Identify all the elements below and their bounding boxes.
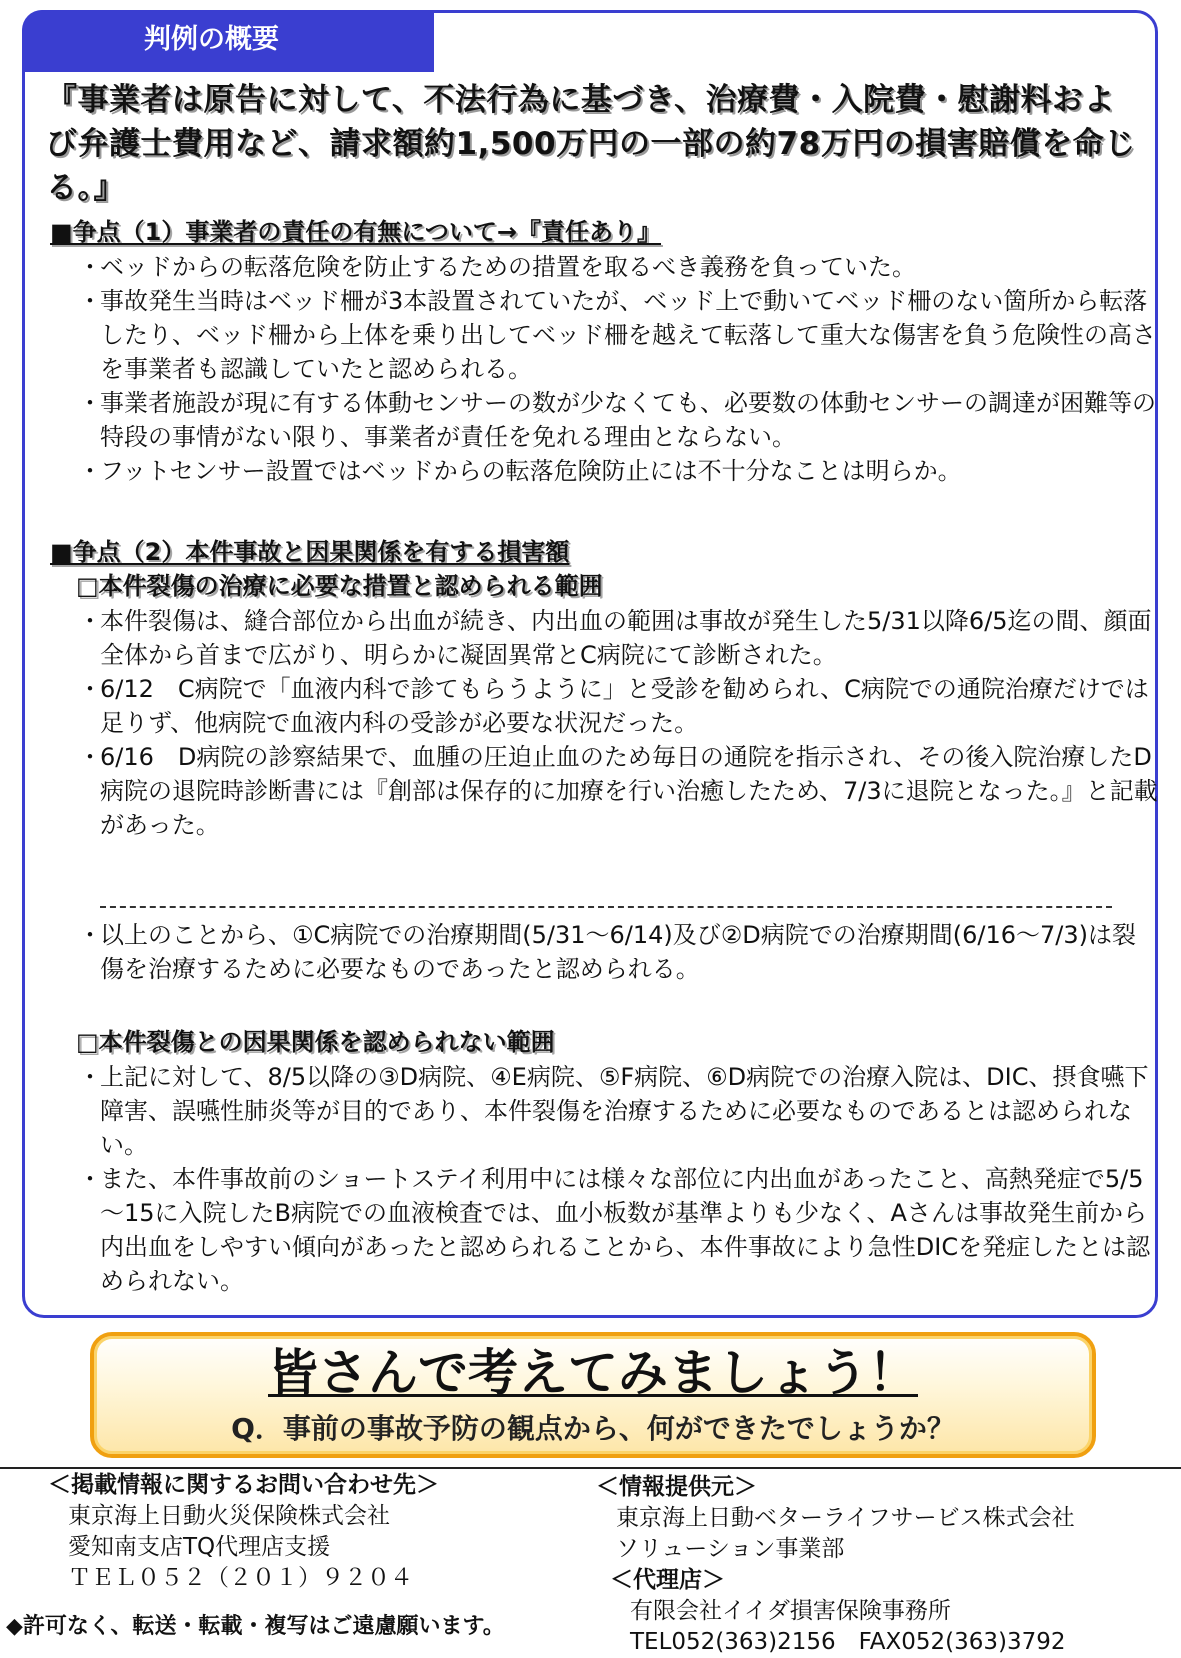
list-item: ・ 事業者施設が現に有する体動センサーの数が少なくても、必要数の体動センサーの調達が困難等の特段の事情がない限り、事業者が責任を免れる理由とならない。 bbox=[78, 389, 1156, 451]
agent-heading: ＜代理店＞ bbox=[610, 1567, 725, 1593]
contact-phone: ＴＥＬ０５２（２０１）９２０４ bbox=[68, 1565, 413, 1591]
agent-line: 有限会社イイダ損害保険事務所 bbox=[630, 1598, 951, 1624]
list-item: ・ 6/12 C病院で「血液内科で診てもらうように」と受診を勧められ、C病院での通院治療だけでは足りず、他病院で血液内科の受診が必要な状況だった。 bbox=[78, 675, 1149, 737]
list-item: ・ 本件裂傷は、縫合部位から出血が続き、内出血の範囲は事故が発生した5/31以降6/5迄の間、顔面全体から首まで広がり、明らかに凝固異常とC病院にて診断された。 bbox=[78, 607, 1152, 669]
list-item: ・ フットセンサー設置ではベッドからの転落危険防止には不十分なことは明らか。 bbox=[78, 457, 962, 485]
judgment-headline: 『事業者は原告に対して、不法行為に基づき、治療費・入院費・慰謝料および弁護士費用など、請求額約1,500万円の一部の約78万円の損害賠償を命じる。』 bbox=[46, 82, 1136, 206]
list-item: ・ 上記に対して、8/5以降の③D病院、④E病院、⑤F病院、⑥D病院での治療入院は、DIC、摂食嚥下障害、誤嚥性肺炎等が目的であり、本件裂傷を治療するために必要なものであるとは認められない。 bbox=[78, 1063, 1149, 1159]
provider-line: ソリューション事業部 bbox=[616, 1536, 845, 1562]
sub-issue-1-conclusion bbox=[78, 918, 1158, 986]
agent-phone: TEL052(363)2156 FAX052(363)3792 bbox=[630, 1629, 1066, 1655]
sub-issue-1-bullets bbox=[78, 604, 1158, 842]
callout-question: Q．事前の事故予防の観点から、何ができたでしょうか？ bbox=[231, 1412, 955, 1445]
issue-2-title: ■争点（2）本件事故と因果関係を有する損害額 bbox=[50, 538, 570, 566]
contact-heading: ＜掲載情報に関するお問い合わせ先＞ bbox=[48, 1472, 439, 1498]
provider-block bbox=[596, 1472, 1075, 1658]
provider-heading: ＜情報提供元＞ bbox=[596, 1474, 757, 1500]
section-tab: 判例の概要 bbox=[22, 10, 434, 72]
sub-issue-1-title: □本件裂傷の治療に必要な措置と認められる範囲 bbox=[76, 572, 603, 600]
list-item: ・ 6/16 D病院の診察結果で、血腫の圧迫止血のため毎日の通院を指示され、その後入院治療したD病院の退院時診断書には『創部は保存的に加療を行い治癒したため、7/3に退院となった。』と記載があった。 bbox=[78, 743, 1158, 839]
sub-issue-2-title: □本件裂傷との因果関係を認められない範囲 bbox=[76, 1028, 555, 1056]
provider-line: 東京海上日動ベターライフサービス株式会社 bbox=[616, 1505, 1075, 1531]
list-item: ・ ベッドからの転落危険を防止するための措置を取るべき義務を負っていた。 bbox=[78, 253, 916, 281]
sub-issue-2-bullets bbox=[78, 1060, 1158, 1298]
list-item: ・ 以上のことから、①C病院での治療期間(5/31～6/14)及び②D病院での治療期間(6/16～7/3)は裂傷を治療するために必要なものであったと認められる。 bbox=[78, 921, 1137, 983]
discussion-callout bbox=[90, 1332, 1096, 1458]
contact-block bbox=[48, 1470, 439, 1594]
contact-line: 東京海上日動火災保険株式会社 bbox=[68, 1503, 390, 1529]
list-item: ・ また、本件事故前のショートステイ利用中には様々な部位に内出血があったこと、高熱発症で5/5～15に入院したB病院での血液検査では、血小板数が基準よりも少なく、Aさんは事故発生前から内出血をしやすい傾向があったと認められることから、本件事故により急性DICを発症したとは認められない。 bbox=[78, 1165, 1151, 1295]
footer-divider bbox=[0, 1467, 1181, 1469]
issue-1-title: ■争点（1）事業者の責任の有無について→『責任あり』 bbox=[50, 218, 662, 246]
callout-title: 皆さんで考えてみましょう！ bbox=[268, 1344, 918, 1402]
issue-1-bullets bbox=[78, 250, 1158, 488]
dashed-divider bbox=[100, 906, 1112, 908]
list-item: ・ 事故発生当時はベッド柵が3本設置されていたが、ベッド上で動いてベッド柵のない箇所から転落したり、ベッド柵から上体を乗り出してベッド柵を越えて転落して重大な傷害を負う危険性の高さを事業者も認識していたと認められる。 bbox=[78, 287, 1156, 383]
contact-line: 愛知南支店TQ代理店支援 bbox=[68, 1534, 331, 1560]
copyright-notice: ◆許可なく、転送・転載・複写はご遠慮願います。 bbox=[6, 1614, 505, 1639]
